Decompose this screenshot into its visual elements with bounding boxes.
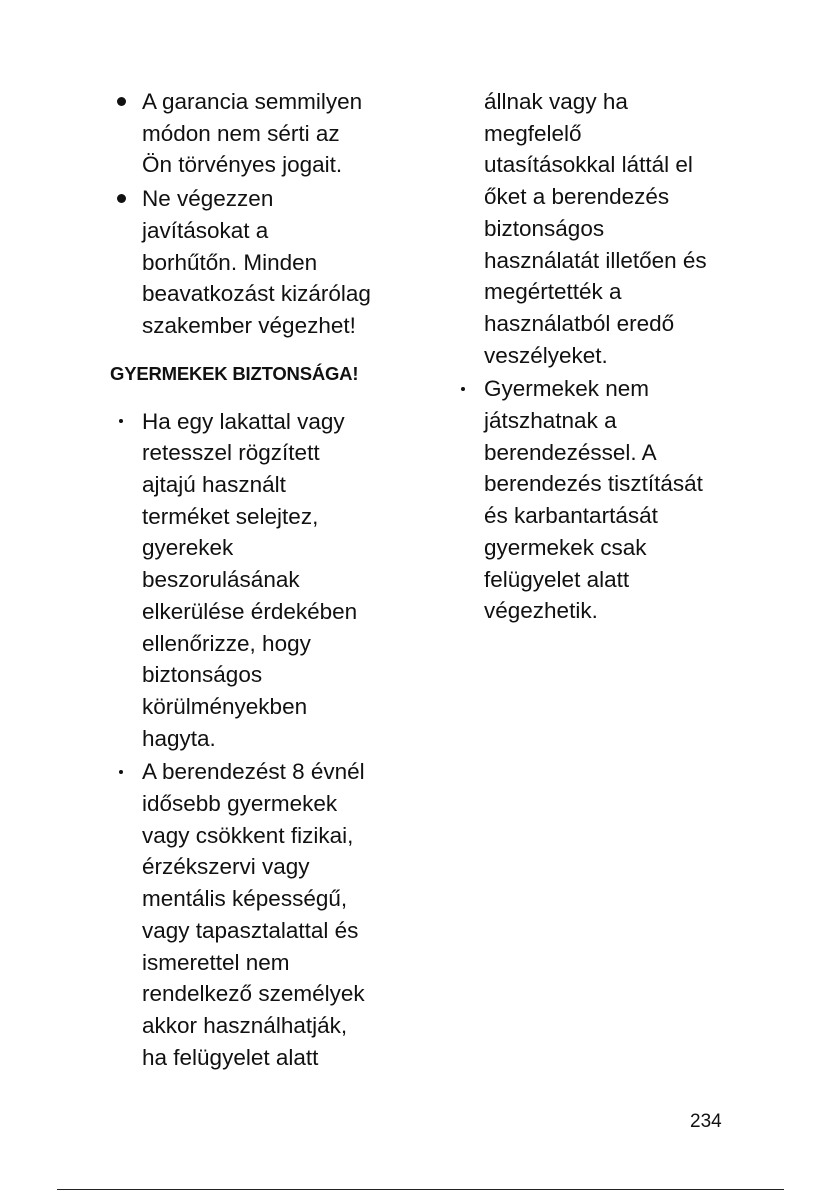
text-line: Ön törvényes jogait.	[142, 152, 343, 178]
text-line: A garancia semmilyen	[142, 89, 363, 114]
text-line: Ha egy lakattal vagy	[142, 408, 345, 434]
bullet-icon	[110, 183, 132, 215]
text-line: biztonságos	[142, 662, 263, 688]
bullet-icon	[110, 406, 132, 438]
text-line: javításokat a	[142, 217, 269, 243]
text-line: idősebb gyermekek	[142, 791, 338, 817]
continuation-text	[452, 86, 752, 371]
text-line: vagy csökkent fizikai,	[142, 822, 354, 848]
text-line: gyermekek csak	[484, 534, 647, 560]
text-line: akkor használhatják,	[142, 1012, 348, 1038]
text-line: Gyermekek nem	[484, 376, 650, 402]
text-line: megértették a	[484, 279, 622, 305]
text-line: állnak vagy ha	[484, 89, 628, 114]
text-line: ha felügyelet alatt	[142, 1044, 319, 1070]
section-heading: GYERMEKEK BIZTONSÁGA!	[110, 362, 359, 384]
text-line: borhűtőn. Minden	[142, 249, 318, 275]
text-line: beavatkozást kizárólag	[142, 281, 371, 307]
text-line: játszhatnak a	[484, 408, 617, 434]
text-line: szakember végezhet!	[142, 312, 356, 338]
list-item-children-use	[110, 756, 410, 1073]
text-line: beszorulásának	[142, 567, 300, 593]
text-line: körülményekben	[142, 693, 308, 719]
text-line: elkerülése érdekében	[142, 598, 358, 624]
text-line: vagy tapasztalattal és	[142, 917, 359, 943]
text-line: és karbantartását	[484, 503, 658, 529]
text-line: érzékszervi vagy	[142, 854, 310, 880]
text-line: őket a berendezés	[484, 184, 670, 210]
text-line: veszélyeket.	[484, 342, 608, 368]
page-number: 234	[690, 1111, 722, 1132]
text-line: használatát illetően és	[484, 247, 707, 273]
text-line: gyerekek	[142, 535, 234, 561]
text-line: módon nem sérti az	[142, 120, 340, 146]
bullet-icon	[110, 86, 132, 118]
list-item-warranty	[110, 86, 410, 181]
list-item-no-repairs	[110, 183, 410, 342]
list-item-children-play	[452, 373, 752, 627]
list-item-lock-disposal	[110, 406, 410, 755]
text-line: biztonságos	[484, 215, 605, 241]
text-line: berendezéssel. A	[484, 439, 657, 465]
text-line: rendelkező személyek	[142, 981, 365, 1007]
footer-divider	[57, 1189, 784, 1190]
text-line: felügyelet alatt	[484, 566, 630, 592]
text-line: hagyta.	[142, 725, 216, 751]
text-line: használatból eredő	[484, 310, 675, 336]
text-line: végezhetik.	[484, 598, 598, 624]
left-column	[110, 86, 410, 1073]
text-line: Ne végezzen	[142, 186, 274, 212]
text-line: retesszel rögzített	[142, 440, 320, 466]
right-column	[452, 86, 752, 627]
text-line: mentális képességű,	[142, 886, 348, 912]
text-line: utasításokkal láttál el	[484, 152, 693, 178]
text-line: ellenőrizze, hogy	[142, 630, 311, 656]
text-line: berendezés tisztítását	[484, 471, 703, 497]
text-line: A berendezést 8 évnél	[142, 759, 365, 785]
bullet-icon	[110, 756, 132, 788]
text-line: terméket selejtez,	[142, 503, 319, 529]
text-line: megfelelő	[484, 120, 582, 146]
bullet-icon	[452, 373, 474, 405]
text-line: ismerettel nem	[142, 949, 290, 975]
text-line: ajtajú használt	[142, 472, 286, 498]
